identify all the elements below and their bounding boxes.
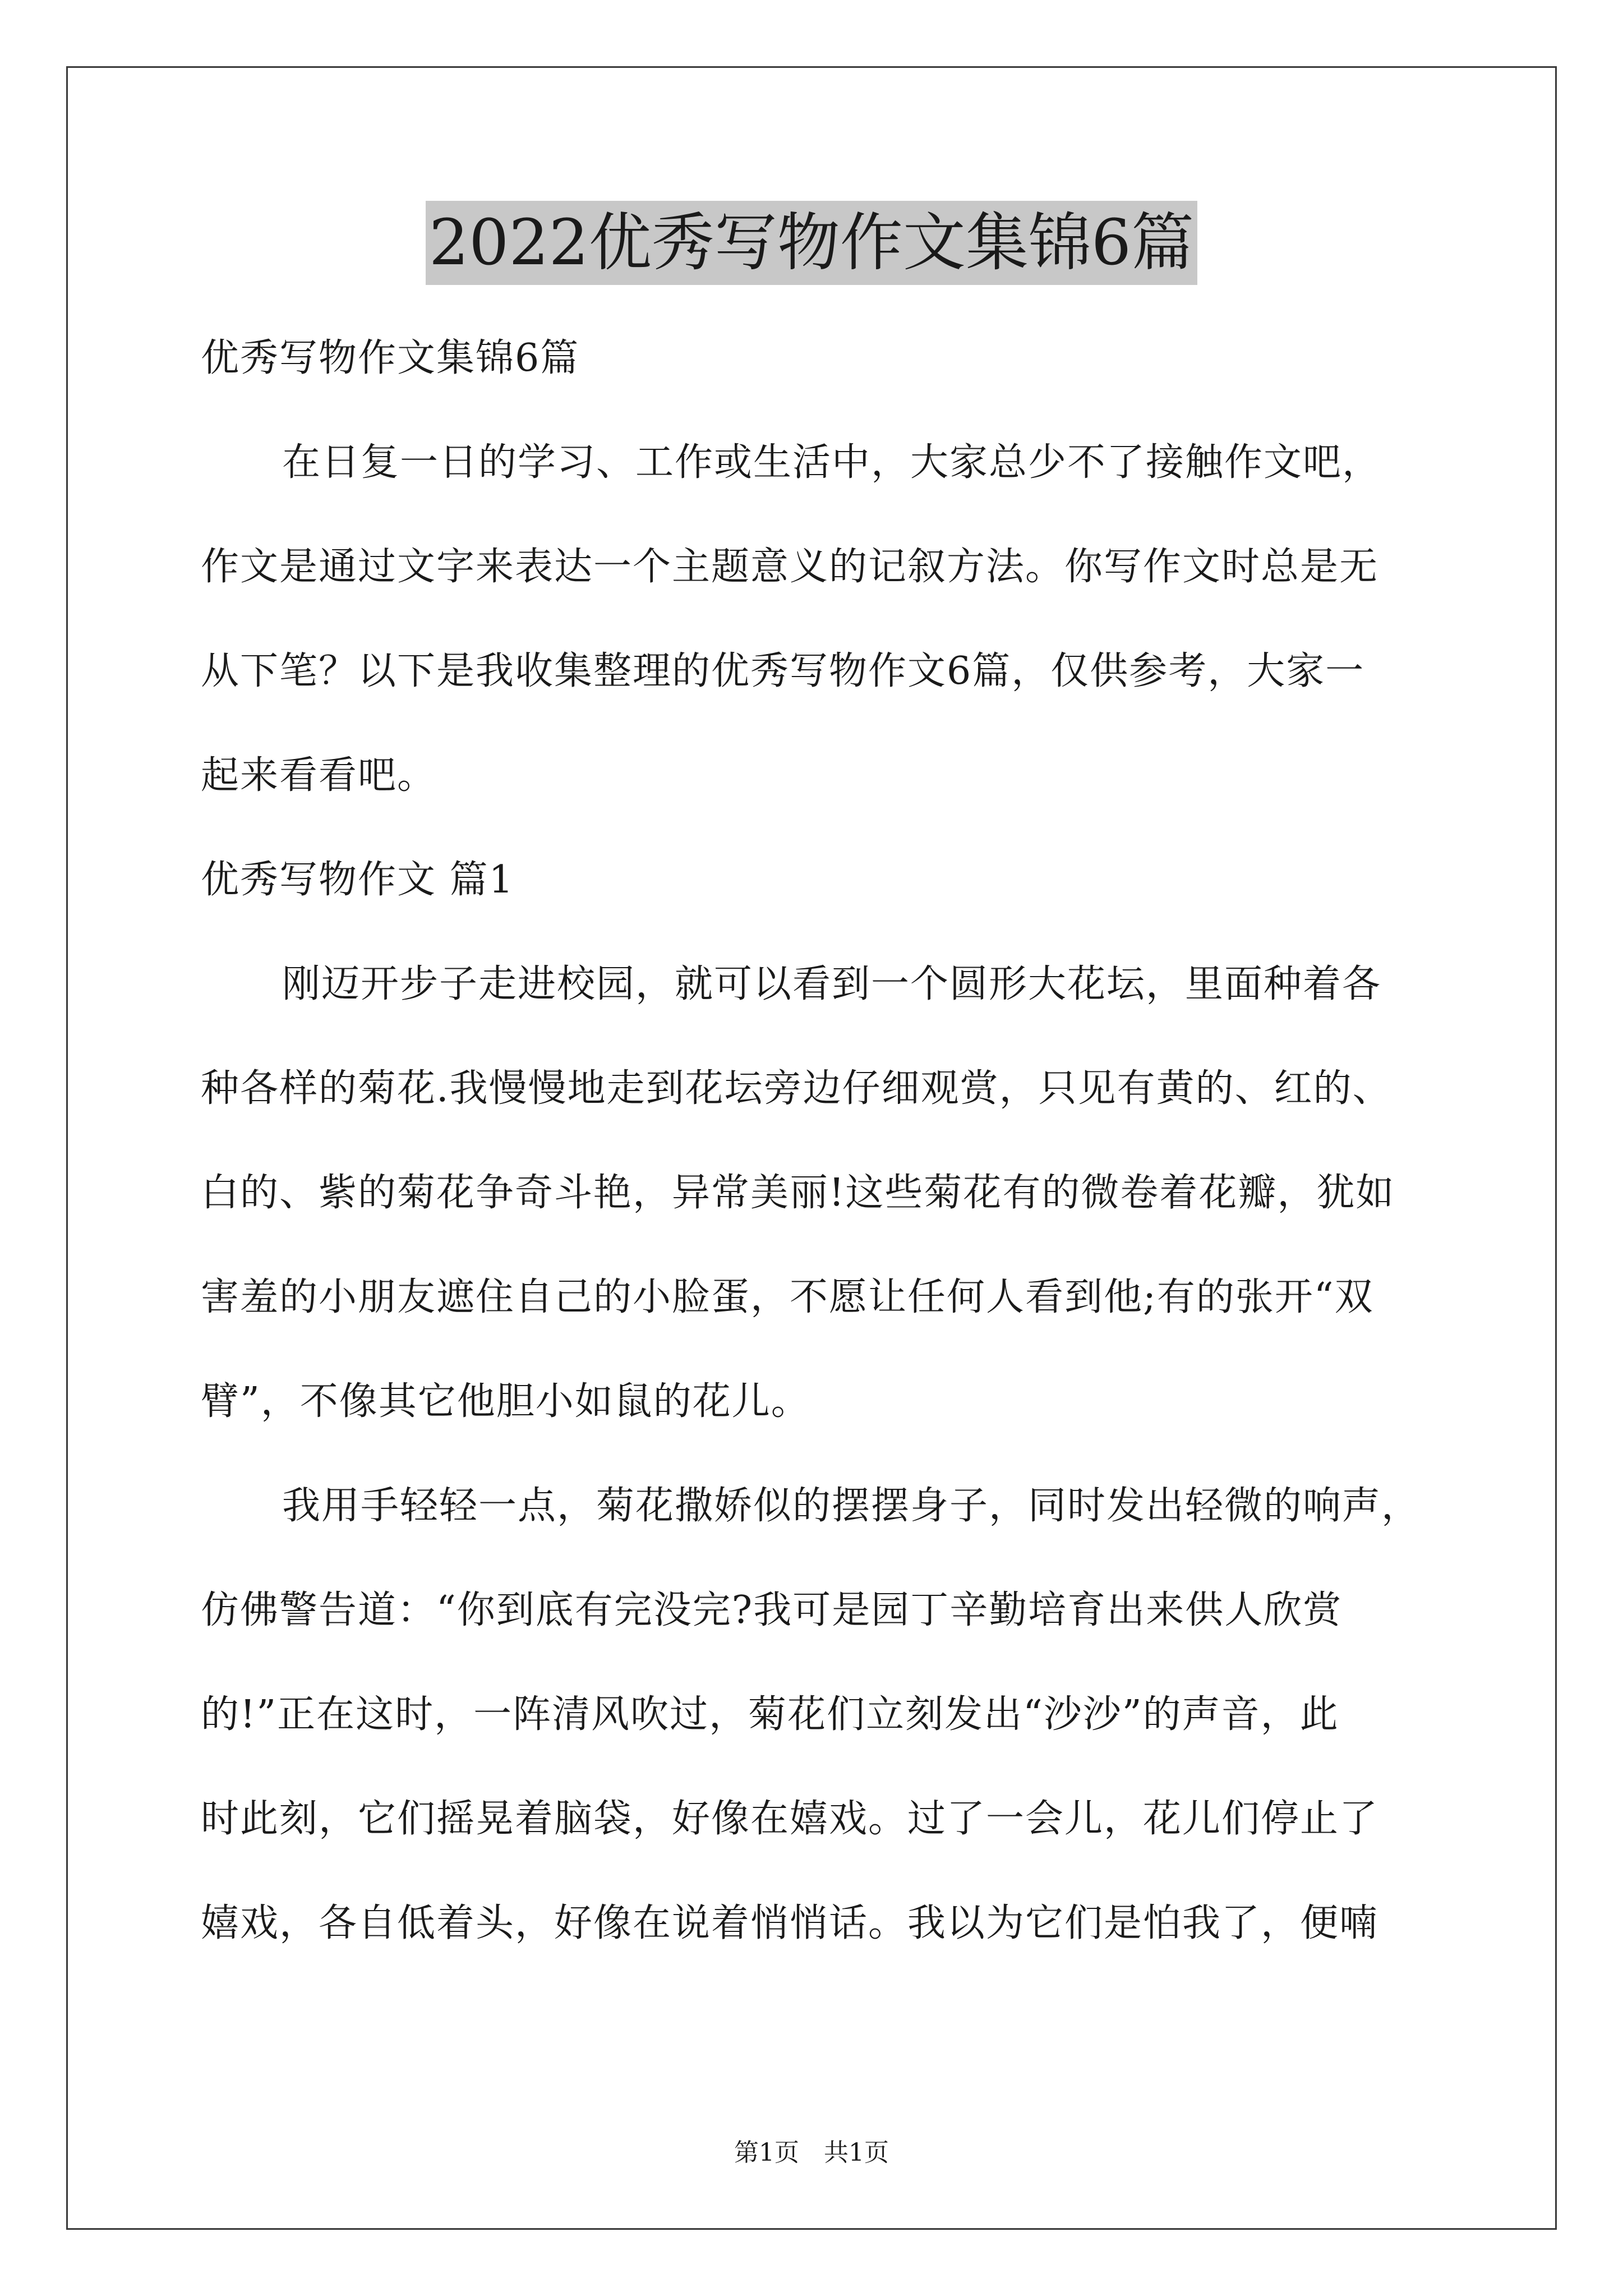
paragraph-line: 作文是通过文字来表达一个主题意义的记叙方法。你写作文时总是无 (201, 545, 1379, 589)
paragraph-line: 的!”正在这时，一阵清风吹过，菊花们立刻发出“沙沙”的声音，此 (201, 1692, 1339, 1737)
paragraph-line: 臂”，不像其它他胆小如鼠的花儿。 (201, 1379, 810, 1424)
paragraph-line: 种各样的菊花.我慢慢地走到花坛旁边仔细观赏，只见有黄的、红的、 (201, 1066, 1392, 1111)
section-heading: 优秀写物作文 篇1 (201, 858, 514, 902)
paragraph-line: 刚迈开步子走进校园，就可以看到一个圆形大花坛，里面种着各 (282, 962, 1382, 1006)
subtitle-line: 优秀写物作文集锦6篇 (201, 336, 580, 380)
document-title: 2022优秀写物作文集锦6篇 (426, 201, 1197, 285)
document-body (201, 306, 1457, 1976)
paragraph-line: 白的、紫的菊花争奇斗艳，异常美丽!这些菊花有的微卷着花瓣，犹如 (201, 1171, 1395, 1215)
paragraph-line: 仿佛警告道：“你到底有完没完?我可是园丁辛勤培育出来供人欣赏 (201, 1588, 1343, 1632)
paragraph-line: 害羞的小朋友遮住自己的小脸蛋，不愿让任何人看到他;有的张开“双 (201, 1275, 1374, 1319)
paragraph-line: 从下笔？以下是我收集整理的优秀写物作文6篇，仅供参考，大家一 (201, 649, 1365, 693)
paragraph-line: 在日复一日的学习、工作或生活中，大家总少不了接触作文吧， (282, 440, 1382, 485)
page-footer: 第1页 共1页 (734, 2138, 889, 2167)
paragraph-line: 时此刻，它们摇晃着脑袋，好像在嬉戏。过了一会儿，花儿们停止了 (201, 1797, 1379, 1841)
paragraph-line: 起来看看吧。 (201, 753, 437, 798)
title-container (0, 201, 1623, 285)
paragraph-line: 我用手轻轻一点，菊花撒娇似的摆摆身子，同时发出轻微的响声， (282, 1484, 1421, 1528)
paragraph-line: 嬉戏，各自低着头，好像在说着悄悄话。我以为它们是怕我了，便喃 (201, 1901, 1379, 1945)
